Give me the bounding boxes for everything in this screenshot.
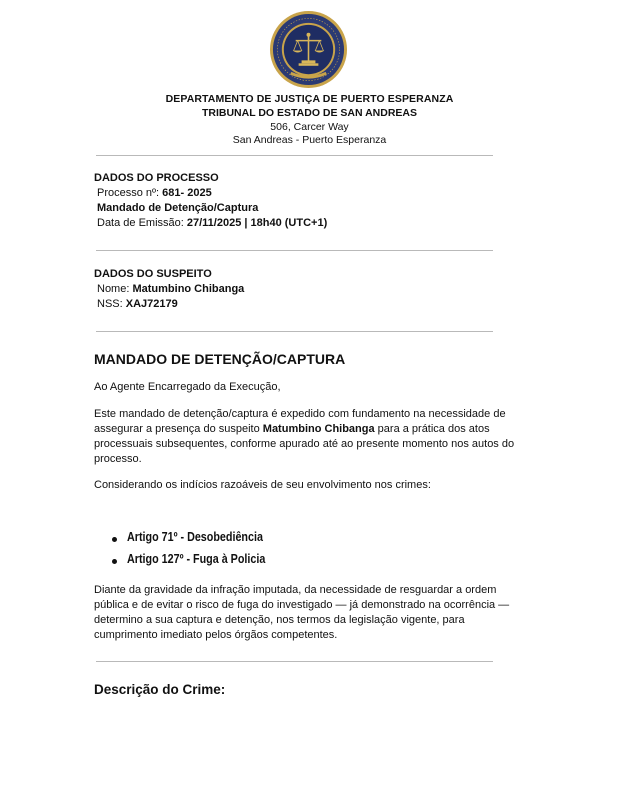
process-number-label: Processo nº: [97,187,163,199]
issue-date-label: Data de Emissão: [97,217,187,229]
suspect-nss [97,298,178,310]
address-street: 506, Carcer Way [270,121,349,133]
list-bullet [112,559,117,564]
process-number [97,187,212,199]
warrant-paragraph-3: Diante da gravidade da infração imputada, da necessidade de resguardar a ordem pública e de evitar o risco de fuga do investigado — já demonstrado na ocorrência — determino a sua captura e detenção, nos termos da legislação vigente, para cumprimento imediato pelos órgãos competentes. [94,584,510,641]
crime-description-title: Descrição do Crime: [94,682,226,697]
divider [96,155,493,156]
warrant-paragraph-1 [94,407,519,467]
issue-date [97,217,327,229]
warrant-paragraph-1-start: Este mandado de detenção/captura é expedido com fundamento na necessidade de assegurar a presença do suspeito [94,408,506,435]
warrant-suspect-name: Matumbino Chibanga [262,423,375,435]
issue-date-value: 27/11/2025 | 18h40 (UTC+1) [186,217,328,229]
department-name: DEPARTAMENTO DE JUSTIÇA DE PUERTO ESPERANZA [165,93,454,105]
warrant-paragraph-2: Considerando os indícios razoáveis de seu envolvimento nos crimes: [94,479,431,491]
crime-item: Artigo 71º - Desobediência [127,530,263,544]
process-section-title: DADOS DO PROCESSO [94,172,219,184]
suspect-section-title: DADOS DO SUSPEITO [94,268,212,280]
warrant-title: MANDADO DE DETENÇÃO/CAPTURA [94,351,346,367]
divider [96,250,493,251]
suspect-nss-value: XAJ72179 [125,298,178,310]
process-type: Mandado de Detenção/Captura [97,202,259,214]
crime-item: Artigo 127º - Fuga à Policia [127,552,266,566]
list-bullet [112,537,117,542]
salutation: Ao Agente Encarregado da Execução, [94,381,281,393]
court-seal-icon [269,10,348,89]
court-name: TRIBUNAL DO ESTADO DE SAN ANDREAS [201,107,418,119]
suspect-nss-label: NSS: [97,298,126,310]
suspect-name-value: Matumbino Chibanga [132,283,245,295]
divider [96,331,493,332]
suspect-name [97,283,244,295]
warrant-paragraph-1-end: para a prática dos atos processuais subsequentes, conforme apurado até ao presente momento nos autos do processo. [94,423,515,465]
address-city: San Andreas - Puerto Esperanza [232,134,387,146]
suspect-name-label: Nome: [97,283,133,295]
process-number-value: 681- 2025 [162,187,212,199]
divider [96,661,493,662]
